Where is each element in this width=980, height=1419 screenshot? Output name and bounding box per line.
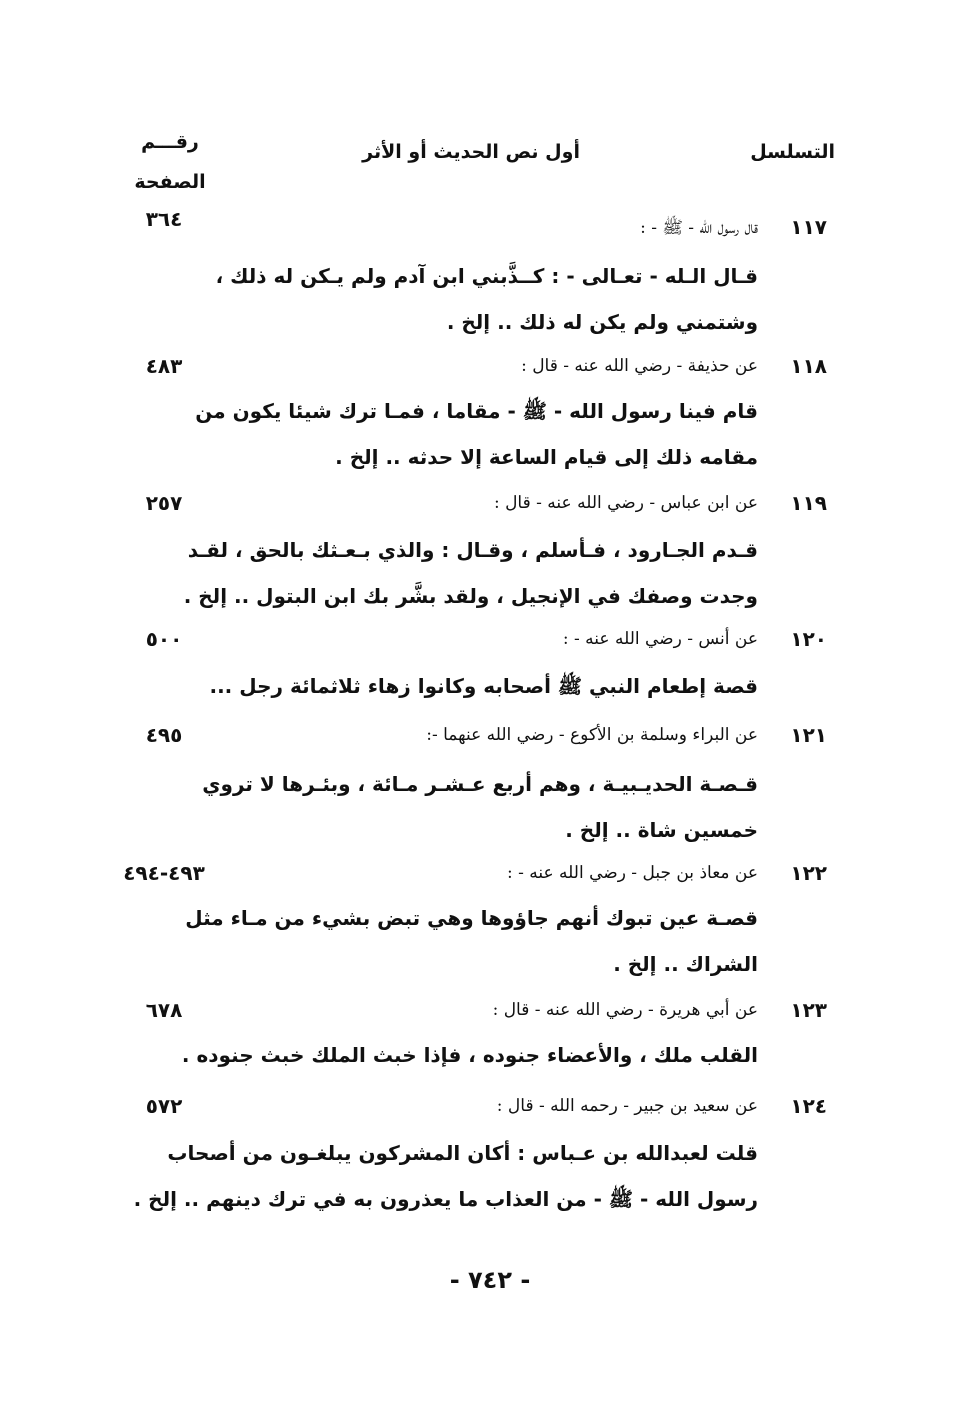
entry-text <box>183 527 758 619</box>
entry-text-line: قلت لعبدالله بن عـباس : أكان المشركون يبلغـون من أصحاب <box>167 1141 758 1165</box>
entry-text <box>195 388 758 480</box>
entry-text-line: قام فينا رسول الله - ﷺ - مقاما ، فمـا ترك شيئا يكون من <box>195 399 758 423</box>
entry-number: ١٢١ <box>790 723 827 747</box>
entry-text-line: قصـة عين تبوك أنهم جاؤوها وهي تبض بشيء من مـاء مثل <box>185 906 758 930</box>
entry-text-line: خمسين شاة .. إلخ . <box>565 818 758 842</box>
entry-text <box>133 1130 758 1222</box>
entry-intro: عن أنس - رضي الله عنه - : <box>562 629 758 649</box>
entry-text-line: قـال الـله - تعـالى - : كــذَّبني ابن آدم ولم يـكن له ذلك ، <box>215 264 758 288</box>
entry-intro: عن أبي هريرة - رضي الله عنه - قال : <box>492 1000 758 1020</box>
entry-page-ref: ٤٨٣ <box>145 354 183 378</box>
page-column-header <box>132 122 208 202</box>
entry-intro: عن سعيد بن جبير - رحمه الله - قال : <box>496 1096 758 1116</box>
entry-number: ١١٧ <box>790 215 827 239</box>
entry-page-ref: ٤٩٥ <box>145 723 183 747</box>
entry-text-line: رسول الله - ﷺ - من العذاب ما يعذرون به في ترك دينهم .. إلخ . <box>133 1187 758 1211</box>
entry-text-line: قـدم الجـارود ، فـأسلم ، وقـال : والذي بـعـثك بالحق ، لقـد <box>187 538 758 562</box>
entry-number: ١٢٠ <box>790 627 827 651</box>
entry-text-line: القلب ملك ، والأعضاء جنوده ، فإذا خبث الملك خبث جنوده . <box>181 1043 758 1067</box>
entry-intro: عن البراء وسلمة بن الأكوع - رضي الله عنهما -: <box>426 725 758 745</box>
entry-page-ref: ٥٧٢ <box>145 1094 183 1118</box>
text-column-header: أول نص الحديث أو الأثر <box>362 141 580 163</box>
entry-text <box>185 895 758 987</box>
entry-page-ref: ٤٩٣-٤٩٤ <box>123 861 205 885</box>
entry-page-ref: ٣٦٤ <box>145 207 183 231</box>
entry-text-line: قـصـة الحديـبيـة ، وهم أربع عـشـر مـائة ، وبئـرها لا تروي <box>202 772 758 796</box>
entry-intro: عن ابن عباس - رضي الله عنه - قال : <box>493 493 758 513</box>
entry-text <box>202 761 758 853</box>
entry-text-line: قصة إطعام النبي ﷺ أصحابه وكانوا زهاء ثلاثمائة رجل ... <box>209 674 758 698</box>
entry-text-line: وجدت وصفك في الإنجيل ، ولقد بشَّر بك ابن البتول .. إلخ . <box>183 584 758 608</box>
entry-text-line: مقامه ذلك إلى قيام الساعة إلا حدثه .. إلخ . <box>335 445 758 469</box>
entry-page-ref: ٦٧٨ <box>145 998 183 1022</box>
page-column-header-line1: رقـــم <box>141 131 199 153</box>
entry-text <box>181 1032 758 1078</box>
page-number: - ٧٤٢ - <box>449 1266 531 1294</box>
entry-intro: عن حذيفة - رضي الله عنه - قال : <box>521 356 758 376</box>
entry-number: ١٢٣ <box>790 998 827 1022</box>
entry-text-line: وشتمني ولم يكن له ذلك .. إلخ . <box>446 310 758 334</box>
entry-intro: عن معاذ بن جبل - رضي الله عنه - : <box>506 863 758 883</box>
entry-number: ١٢٢ <box>790 861 827 885</box>
entry-number: ١٢٤ <box>790 1094 827 1118</box>
entry-page-ref: ٥٠٠ <box>145 627 183 651</box>
entry-text <box>215 253 758 345</box>
entry-number: ١١٩ <box>790 491 827 515</box>
entry-page-ref: ٢٥٧ <box>145 491 183 515</box>
serial-column-header: التسلسل <box>750 141 835 163</box>
entry-text-line: الشراك .. إلخ . <box>613 952 758 976</box>
entry-number: ١١٨ <box>790 354 827 378</box>
page-column-header-line2: الصفحة <box>134 171 206 193</box>
entry-intro: قال رسول الله - ﷺ - : <box>640 218 758 238</box>
entry-text <box>209 663 758 709</box>
